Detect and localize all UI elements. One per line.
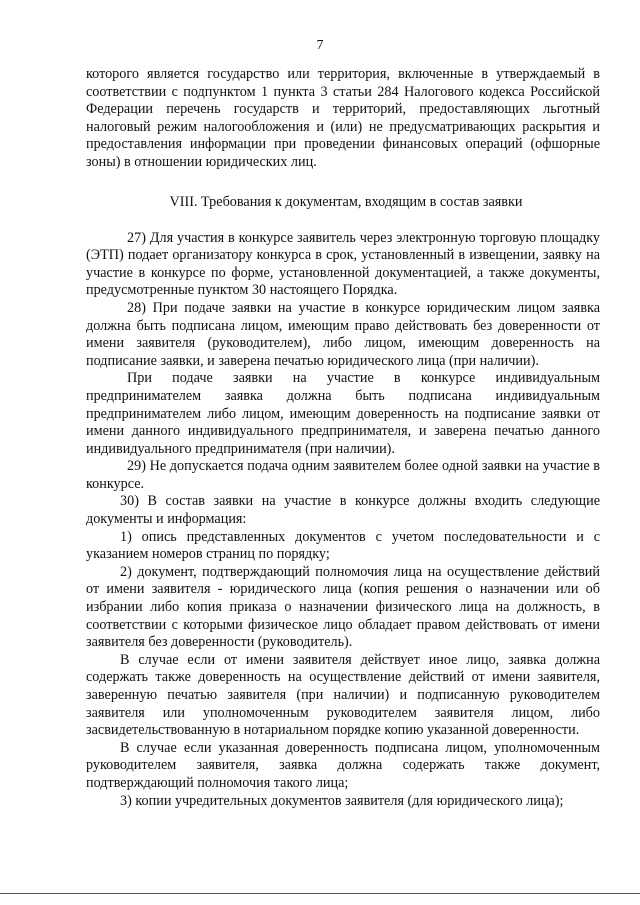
paragraph-28-ip: При подаче заявки на участие в конкурсе индивидуальным предпринимателем заявка должна быть подписана индивидуальным предпринимателем либо лицом, имеющим доверенность на подписание заявки от имени данного индивидуального предпринимателя, и заверена печатью данного индивидуального предпринимателя (при наличии). <box>86 370 600 457</box>
page-number: 7 <box>316 38 324 53</box>
paragraph-29: 29) Не допускается подача одним заявителем более одной заявки на участие в конкурсе. <box>86 458 600 492</box>
paragraph-30: 30) В состав заявки на участие в конкурсе должны входить следующие документы и информация: <box>86 493 600 528</box>
section-heading: VIII. Требования к документам, входящим в состав заявки <box>169 193 523 210</box>
page-bottom-rule <box>0 893 640 894</box>
paragraph-28: 28) При подаче заявки на участие в конкурсе юридическим лицом заявка должна быть подписана лицом, имеющим право действовать без доверенности от имени заявителя (руководителем), либо лицом, имеющим доверенность на подписание заявки, и заверена печатью юридического лица (при наличии). <box>86 299 600 369</box>
paragraph-27: 27) Для участия в конкурсе заявитель через электронную торговую площадку (ЭТП) подает организатору конкурса в срок, установленный в извещении, заявку на участие в конкурсе по форме, установленной документацией, а также документы, предусмотренные пунктом 30 настоящего Порядка. <box>86 229 600 299</box>
paragraph-continuation: которого является государство или территория, включенные в утверждаемый в соответствии с подпунктом 1 пункта 3 статьи 284 Налогового кодекса Российской Федерации перечень государств и территорий, предоставляющих льготный налоговый режим налогообложения и (или) не предусматривающих раскрытия и предоставления информации при проведении финансовых операций (офшорные зоны) в отношении юридических лиц. <box>86 66 600 170</box>
paragraph-30-item-1: 1) опись представленных документов с учетом последовательности и с указанием номеров страниц по порядку; <box>86 528 600 563</box>
paragraph-proxy: В случае если от имени заявителя действует иное лицо, заявка должна содержать также доверенность на осуществление действий от имени заявителя, заверенную печатью заявителя (при наличии) и подписанную руководителем заявителя или уполномоченным руководителем заявителя лицом, либо засвидетельствованную в нотариальном порядке копию указанной доверенности. <box>86 651 600 739</box>
paragraph-proxy-signed: В случае если указанная доверенность подписана лицом, уполномоченным руководителем заявителя, заявка должна содержать также документ, подтверждающий полномочия такого лица; <box>86 739 600 791</box>
paragraph-30-item-3: 3) копии учредительных документов заявителя (для юридического лица); <box>120 792 564 809</box>
paragraph-30-item-2: 2) документ, подтверждающий полномочия лица на осуществление действий от имени заявителя - юридического лица (копия решения о назначении или об избрании либо копия приказа о назначении физического лица на должность, в соответствии с которыми физическое лицо обладает правом действовать от имени заявителя без доверенности (руководитель). <box>86 563 600 651</box>
document-body <box>86 66 600 810</box>
